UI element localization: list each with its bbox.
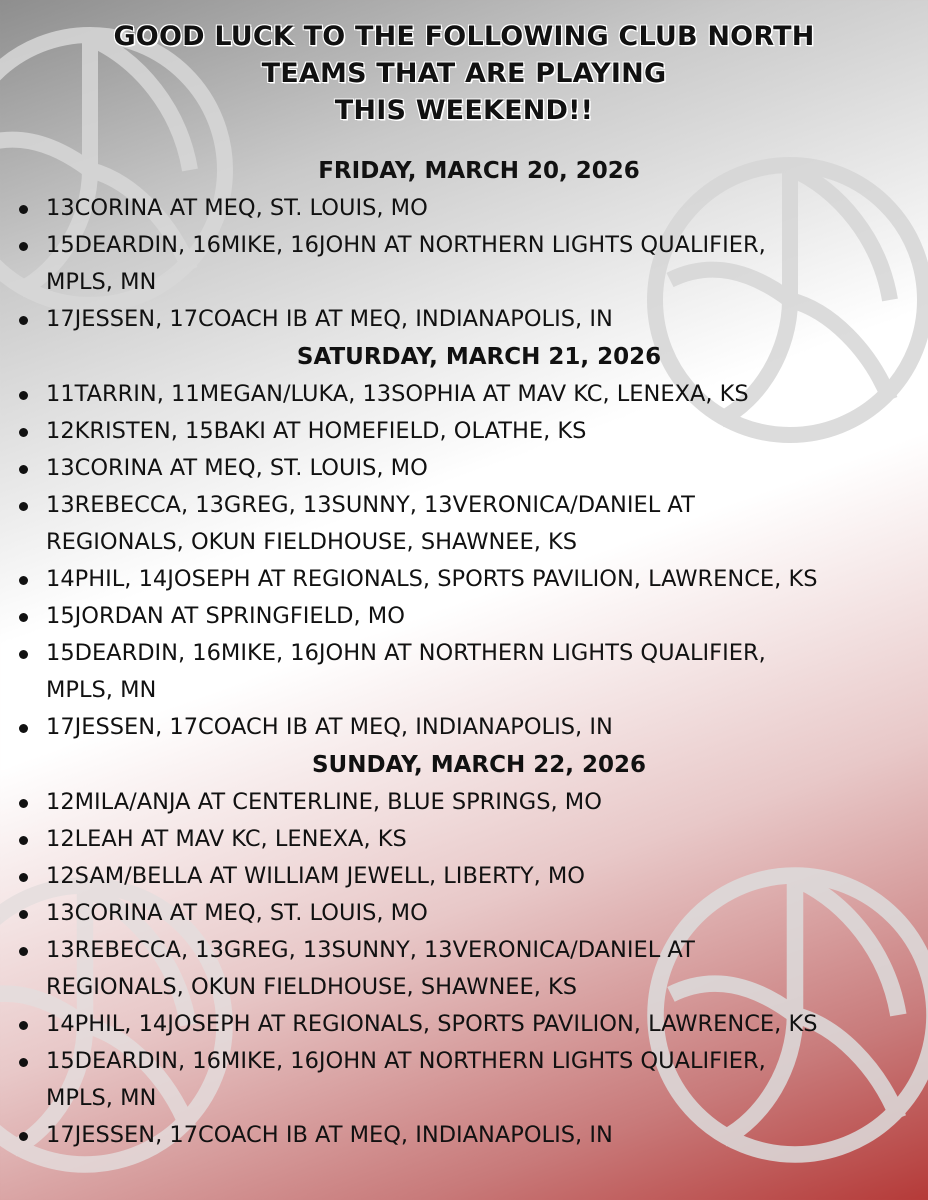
item-text: 13REBECCA, 13GREG, 13SUNNY, 13VERONICA/DANIEL AT REGIONALS, OKUN FIELDHOUSE, SHAWNEE, KS bbox=[46, 492, 695, 555]
bullet-icon bbox=[19, 799, 28, 808]
item-text: 13CORINA AT MEQ, ST. LOUIS, MO bbox=[46, 455, 428, 481]
item-text: 11TARRIN, 11MEGAN/LUKA, 13SOPHIA AT MAV KC, LENEXA, KS bbox=[46, 381, 749, 407]
list-item bbox=[0, 1043, 928, 1117]
list-item bbox=[0, 895, 928, 932]
day-list-sunday bbox=[0, 784, 928, 1154]
bullet-icon bbox=[19, 724, 28, 733]
bullet-icon bbox=[19, 465, 28, 474]
list-item bbox=[0, 227, 928, 301]
bullet-icon bbox=[19, 428, 28, 437]
item-text: 12KRISTEN, 15BAKI AT HOMEFIELD, OLATHE, KS bbox=[46, 418, 587, 444]
bullet-icon bbox=[19, 1132, 28, 1141]
list-item bbox=[0, 561, 928, 598]
list-item bbox=[0, 301, 928, 338]
item-text: 15DEARDIN, 16MIKE, 16JOHN AT NORTHERN LIGHTS QUALIFIER, MPLS, MN bbox=[46, 1048, 766, 1111]
list-item bbox=[0, 821, 928, 858]
item-text: 17JESSEN, 17COACH IB AT MEQ, INDIANAPOLIS, IN bbox=[46, 714, 613, 740]
item-text: 12SAM/BELLA AT WILLIAM JEWELL, LIBERTY, MO bbox=[46, 863, 586, 889]
list-item bbox=[0, 635, 928, 709]
item-text: 17JESSEN, 17COACH IB AT MEQ, INDIANAPOLIS, IN bbox=[46, 306, 613, 332]
list-item bbox=[0, 858, 928, 895]
item-text: 15JORDAN AT SPRINGFIELD, MO bbox=[46, 603, 405, 629]
day-list-friday bbox=[0, 190, 928, 338]
list-item bbox=[0, 598, 928, 635]
bullet-icon bbox=[19, 1058, 28, 1067]
bullet-icon bbox=[19, 205, 28, 214]
list-item bbox=[0, 932, 928, 1006]
item-text: 14PHIL, 14JOSEPH AT REGIONALS, SPORTS PAVILION, LAWRENCE, KS bbox=[46, 566, 818, 592]
item-text: 15DEARDIN, 16MIKE, 16JOHN AT NORTHERN LIGHTS QUALIFIER, MPLS, MN bbox=[46, 640, 766, 703]
title-line: TEAMS THAT ARE PLAYING bbox=[261, 58, 667, 89]
title-line: GOOD LUCK TO THE FOLLOWING CLUB NORTH bbox=[113, 21, 815, 52]
list-item bbox=[0, 376, 928, 413]
list-item bbox=[0, 709, 928, 746]
day-heading-friday: FRIDAY, MARCH 20, 2026 bbox=[318, 158, 640, 184]
bullet-icon bbox=[19, 836, 28, 845]
item-text: 14PHIL, 14JOSEPH AT REGIONALS, SPORTS PAVILION, LAWRENCE, KS bbox=[46, 1011, 818, 1037]
list-item bbox=[0, 190, 928, 227]
list-item bbox=[0, 1006, 928, 1043]
bullet-icon bbox=[19, 910, 28, 919]
bullet-icon bbox=[19, 502, 28, 511]
day-heading-sunday: SUNDAY, MARCH 22, 2026 bbox=[311, 752, 647, 778]
item-text: 13CORINA AT MEQ, ST. LOUIS, MO bbox=[46, 195, 428, 221]
list-item bbox=[0, 1117, 928, 1154]
item-text: 13CORINA AT MEQ, ST. LOUIS, MO bbox=[46, 900, 428, 926]
item-text: 15DEARDIN, 16MIKE, 16JOHN AT NORTHERN LIGHTS QUALIFIER, MPLS, MN bbox=[46, 232, 766, 295]
list-item bbox=[0, 450, 928, 487]
bullet-icon bbox=[19, 613, 28, 622]
list-item bbox=[0, 487, 928, 561]
bullet-icon bbox=[19, 316, 28, 325]
page-title bbox=[0, 18, 928, 129]
bullet-icon bbox=[19, 1021, 28, 1030]
item-text: 17JESSEN, 17COACH IB AT MEQ, INDIANAPOLIS, IN bbox=[46, 1122, 613, 1148]
list-item bbox=[0, 784, 928, 821]
bullet-icon bbox=[19, 242, 28, 251]
bullet-icon bbox=[19, 873, 28, 882]
bullet-icon bbox=[19, 947, 28, 956]
item-text: 13REBECCA, 13GREG, 13SUNNY, 13VERONICA/DANIEL AT REGIONALS, OKUN FIELDHOUSE, SHAWNEE, KS bbox=[46, 937, 695, 1000]
bullet-icon bbox=[19, 391, 28, 400]
item-text: 12LEAH AT MAV KC, LENEXA, KS bbox=[46, 826, 407, 852]
bullet-icon bbox=[19, 576, 28, 585]
day-heading-saturday: SATURDAY, MARCH 21, 2026 bbox=[296, 344, 662, 370]
title-line: THIS WEEKEND!! bbox=[334, 95, 594, 126]
bullet-icon bbox=[19, 650, 28, 659]
day-list-saturday bbox=[0, 376, 928, 746]
schedule bbox=[0, 152, 928, 1154]
list-item bbox=[0, 413, 928, 450]
item-text: 12MILA/ANJA AT CENTERLINE, BLUE SPRINGS, MO bbox=[46, 789, 602, 815]
